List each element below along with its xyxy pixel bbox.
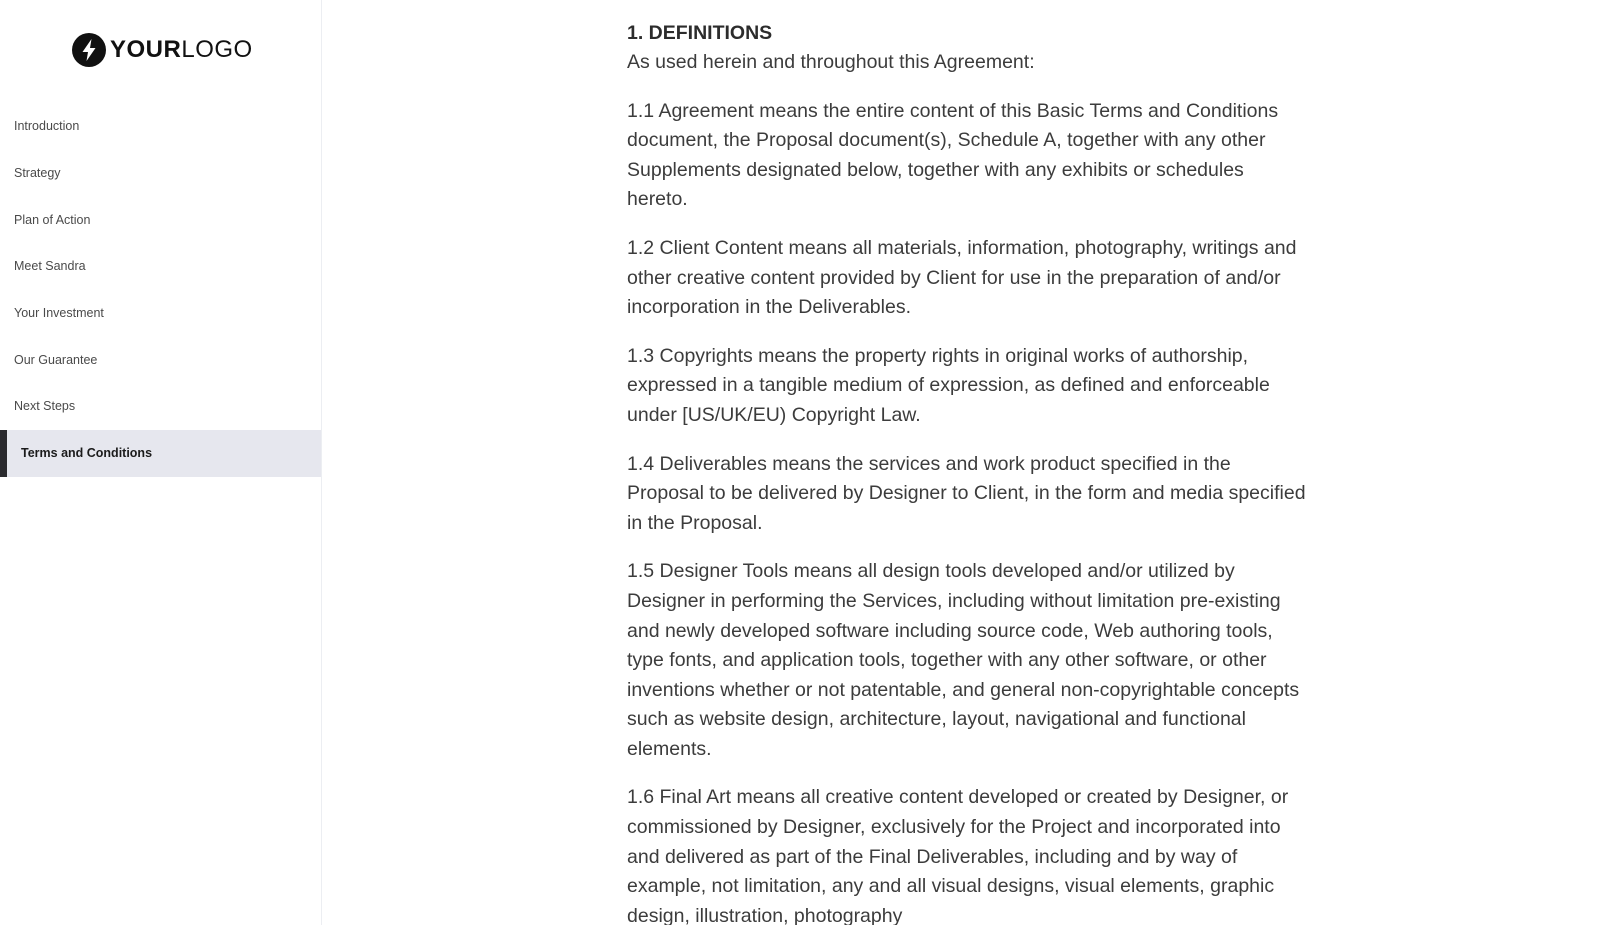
sidebar-item-label: Your Investment [14,306,104,321]
sidebar-item-label: Meet Sandra [14,259,86,274]
document-content [627,18,1307,925]
sidebar-item-label: Introduction [14,119,80,134]
sidebar-item-label: Next Steps [14,399,76,414]
sidebar-item-meet-sandra[interactable] [0,243,321,290]
section-intro: As used herein and throughout this Agreement: [627,51,1035,73]
logo-text-light: LOGO [181,36,253,63]
logo[interactable] [72,33,253,67]
sidebar-item-label: Plan of Action [14,212,91,227]
logo-text-bold: YOUR [110,36,182,63]
definition-paragraph: 1.2 Client Content means all materials, information, photography, writings and other creative content provided by Client for use in the preparation of and/or incorporation in the Deliverables. [627,236,1297,319]
definition-paragraph: 1.5 Designer Tools means all design tools developed and/or utilized by Designer in performing the Services, including without limitation pre-existing and newly developed software including source code, Web authoring tools, type fonts, and application tools, together with any other software, or other inventions whether or not patentable, and general non-copyrightable concepts such as website design, architecture, layout, navigational and functional elements. [627,560,1300,760]
sidebar-item-our-guarantee[interactable] [0,336,321,383]
logo-text [110,33,253,67]
sidebar-item-plan-of-action[interactable] [0,196,321,243]
sidebar-item-introduction[interactable] [0,103,321,150]
definition-paragraph: 1.3 Copyrights means the property rights in original works of authorship, expressed in a tangible medium of expression, as defined and enforceable under [US/UK/EU) Copyright Law. [627,344,1270,426]
lightning-bolt-icon [72,33,106,67]
sidebar-item-terms-and-conditions[interactable] [0,430,321,477]
sidebar-nav [0,103,321,477]
definition-paragraph: 1.1 Agreement means the entire content of this Basic Terms and Conditions document, the Proposal document(s), Schedule A, together with any other Supplements designated below, together with any exhibits or schedules hereto. [627,99,1279,211]
sidebar [0,0,322,925]
section-heading: 1. DEFINITIONS [627,22,773,44]
sidebar-item-next-steps[interactable] [0,383,321,430]
sidebar-item-your-investment[interactable] [0,290,321,337]
sidebar-item-label: Terms and Conditions [21,446,153,461]
sidebar-item-strategy[interactable] [0,150,321,197]
definition-paragraph: 1.4 Deliverables means the services and work product specified in the Proposal to be delivered by Designer to Client, in the form and media specified in the Proposal. [627,452,1306,534]
sidebar-item-label: Our Guarantee [14,352,98,367]
definition-paragraph: 1.6 Final Art means all creative content developed or created by Designer, or commissioned by Designer, exclusively for the Project and incorporated into and delivered as part of the Final Deliverables, including and by way of example, not limitation, any and all visual designs, visual elements, graphic design, illustration, photography [627,786,1289,925]
sidebar-item-label: Strategy [14,166,61,181]
